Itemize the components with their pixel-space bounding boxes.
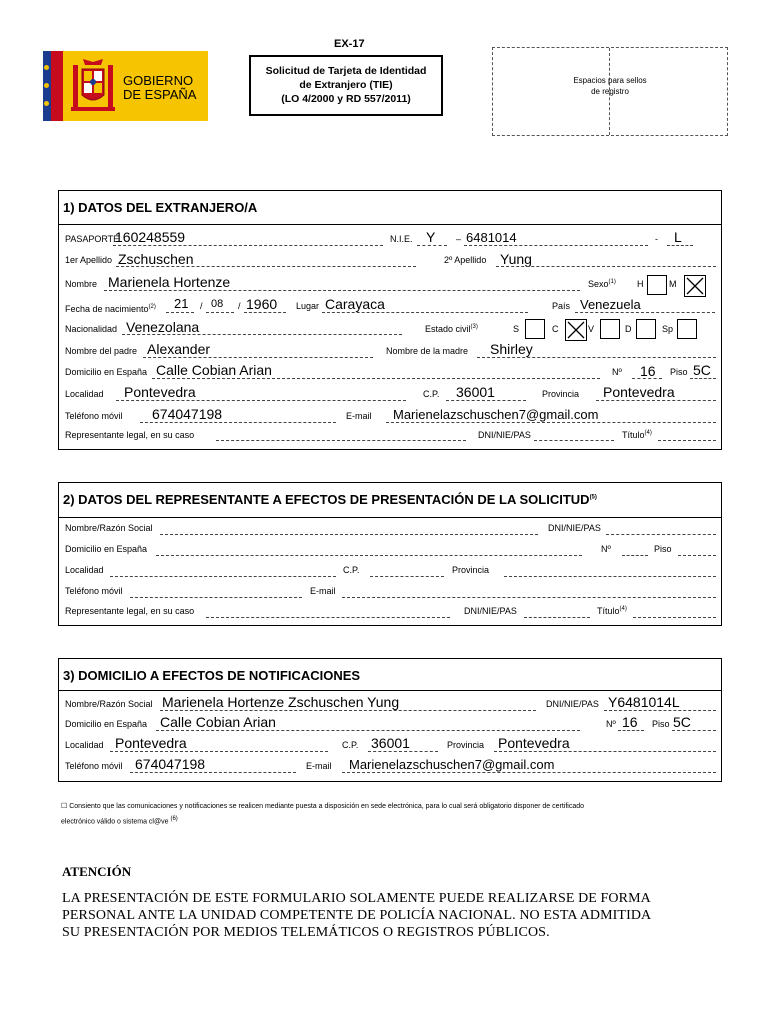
s2-localidad-label: Localidad <box>65 565 104 575</box>
estado-v-label: V <box>588 324 595 334</box>
fecha-mes-field[interactable]: 08 <box>211 298 224 310</box>
s3-provincia-label: Provincia <box>447 740 485 750</box>
eu-star-icon <box>44 65 49 70</box>
madre-field[interactable]: Shirley <box>490 341 533 357</box>
representante-label: Representante legal, en su caso <box>65 430 195 440</box>
apellido2-field[interactable]: Yung <box>500 251 532 267</box>
cp-label: C.P. <box>423 389 440 399</box>
logo-text-line1: GOBIERNO <box>123 73 194 88</box>
nie-label: N.I.E. <box>390 234 413 244</box>
pasaporte-field[interactable]: 160248559 <box>115 229 186 245</box>
eu-star-icon <box>44 101 49 106</box>
s3-piso-label: Piso <box>652 719 670 729</box>
fecha-dia-field[interactable]: 21 <box>174 296 189 311</box>
madre-label: Nombre de la madre <box>386 346 469 356</box>
title-box <box>249 55 443 116</box>
s2-provincia-label: Provincia <box>452 565 490 575</box>
section-3-title-divider <box>59 690 721 691</box>
section-1-title-divider <box>59 224 721 225</box>
s3-telefono-field[interactable]: 674047198 <box>135 756 206 772</box>
domicilio-field[interactable]: Calle Cobian Arian <box>156 362 272 378</box>
s2-representante-dni-label: DNI/NIE/PAS <box>464 606 517 616</box>
sexo-h-label: H <box>637 279 644 289</box>
fecha-separator: / <box>238 301 241 311</box>
notice-line2: PERSONAL ANTE LA UNIDAD COMPETENTE DE POLICÍA NACIONAL. NO ESTA ADMITIDA <box>62 908 652 923</box>
form-code: EX-17 <box>334 38 365 50</box>
nacionalidad-label: Nacionalidad <box>65 324 118 334</box>
sexo-m-label: M <box>669 279 677 289</box>
sexo-label: Sexo$^{(1)}$ <box>588 279 616 289</box>
padre-field[interactable]: Alexander <box>147 341 211 357</box>
s3-piso-field[interactable]: 5C <box>673 714 691 730</box>
title-line2: de Extranjero (TIE) <box>299 79 393 91</box>
s2-cp-label: C.P. <box>343 565 360 575</box>
s2-num-label: Nº <box>601 544 611 554</box>
pasaporte-label: PASAPORTE <box>65 234 120 244</box>
pais-label: País <box>552 301 571 311</box>
pais-field[interactable]: Venezuela <box>580 297 641 312</box>
nie-separator: – <box>456 234 462 244</box>
s3-nombre-field[interactable]: Marienela Hortenze Zschuschen Yung <box>162 694 400 710</box>
eu-star-icon <box>44 83 49 88</box>
s2-representante-label: Representante legal, en su caso <box>65 606 195 616</box>
lugar-field[interactable]: Carayaca <box>325 296 385 312</box>
representante-dni-label: DNI/NIE/PAS <box>478 430 531 440</box>
s3-dni-field[interactable]: Y6481014L <box>608 694 680 710</box>
nacionalidad-field[interactable]: Venezolana <box>126 319 200 335</box>
apellido1-label: 1er Apellido <box>65 255 113 265</box>
sexo-m-checkbox[interactable] <box>684 275 706 297</box>
s3-cp-field[interactable]: 36001 <box>371 735 410 751</box>
estado-d-label: D <box>625 324 632 334</box>
coat-of-arms-icon <box>67 57 119 115</box>
s3-cp-label: C.P. <box>342 740 359 750</box>
s3-localidad-field[interactable]: Pontevedra <box>115 735 187 751</box>
fecha-separator: / <box>200 301 203 311</box>
section-1-title: 1) DATOS DEL EXTRANJERO/A <box>63 200 258 215</box>
estado-c-checkbox[interactable] <box>565 319 587 341</box>
s3-nombre-label: Nombre/Razón Social <box>65 699 153 709</box>
s3-provincia-field[interactable]: Pontevedra <box>498 735 570 751</box>
estado-d-checkbox[interactable] <box>636 319 656 339</box>
flag-stripe-red <box>51 51 63 121</box>
estado-s-checkbox[interactable] <box>525 319 545 339</box>
title-line1: Solicitud de Tarjeta de Identidad <box>265 65 427 77</box>
localidad-label: Localidad <box>65 389 104 399</box>
s3-dni-label: DNI/NIE/PAS <box>546 699 599 709</box>
consent-text[interactable] <box>61 801 721 828</box>
s3-domicilio-label: Domicilio en España <box>65 719 148 729</box>
notice-heading: ATENCIÓN <box>62 864 132 879</box>
stamp-text-line2: de registro <box>591 87 629 96</box>
estado-c-label: C <box>552 324 559 334</box>
s3-email-field[interactable]: Marienelazschuschen7@gmail.com <box>349 757 555 772</box>
consent-line1: ☐ Consiento que las comunicaciones y notificaciones se realicen mediante puesta a disposición en sede electrónica, para lo cual será obligatorio disponer de certificado <box>61 803 585 810</box>
s2-telefono-label: Teléfono móvil <box>65 586 123 596</box>
nie-control-field[interactable]: L <box>674 229 682 245</box>
notice-body <box>62 890 722 941</box>
s2-piso-label: Piso <box>654 544 672 554</box>
section-2-title: 2) DATOS DEL REPRESENTANTE A EFECTOS DE PRESENTACIÓN DE LA SOLICITUD$^{(5)}$ <box>63 492 597 507</box>
cp-field[interactable]: 36001 <box>456 384 495 400</box>
gov-logo <box>43 51 208 121</box>
title-line3: (LO 4/2000 y RD 557/2011) <box>281 93 411 105</box>
estado-s-label: S <box>513 324 520 334</box>
representante-titulo-label: Título$^{(4)}$ <box>622 430 652 440</box>
s3-localidad-label: Localidad <box>65 740 104 750</box>
estado-civil-label: Estado civil$^{(3)}$ <box>425 324 478 334</box>
localidad-field[interactable]: Pontevedra <box>124 384 196 400</box>
estado-sp-label: Sp <box>662 324 674 334</box>
provincia-label: Provincia <box>542 389 580 399</box>
s2-dni-label: DNI/NIE/PAS <box>548 523 601 533</box>
estado-sp-checkbox[interactable] <box>677 319 697 339</box>
piso-field[interactable]: 5C <box>693 362 711 378</box>
email-field[interactable]: Marienelazschuschen7@gmail.com <box>393 407 599 422</box>
s2-representante-titulo-label: Título$^{(4)}$ <box>597 606 627 616</box>
fecha-anio-field[interactable]: 1960 <box>246 296 278 312</box>
apellido1-field[interactable]: Zschuschen <box>118 251 194 267</box>
fecha-label: Fecha de nacimiento$^{(2)}$ <box>65 304 156 314</box>
stamp-text-line1: Espacios para sellos <box>573 76 647 85</box>
nie-number-field[interactable]: 6481014 <box>466 230 517 245</box>
logo-text-line2: DE ESPAÑA <box>123 87 197 102</box>
section-3-title: 3) DOMICILIO A EFECTOS DE NOTIFICACIONES <box>63 668 361 683</box>
nombre-label: Nombre <box>65 279 98 289</box>
check-x-icon <box>685 276 705 296</box>
s3-num-label: Nº <box>606 719 616 729</box>
provincia-field[interactable]: Pontevedra <box>603 384 675 400</box>
nombre-field[interactable]: Marienela Hortenze <box>108 274 231 290</box>
domicilio-label: Domicilio en España <box>65 367 148 377</box>
section-2-title-divider <box>59 517 721 518</box>
notice-line3: SU PRESENTACIÓN POR MEDIOS TELEMÁTICOS O REGISTROS PÚBLICOS. <box>62 925 550 940</box>
nie-control-separator: - <box>655 234 658 244</box>
notice-line1: LA PRESENTACIÓN DE ESTE FORMULARIO SOLAMENTE PUEDE REALIZARSE DE FORMA <box>62 891 651 906</box>
section-2 <box>58 482 722 626</box>
telefono-label: Teléfono móvil <box>65 411 123 421</box>
s3-telefono-label: Teléfono móvil <box>65 761 123 771</box>
s2-domicilio-label: Domicilio en España <box>65 544 148 554</box>
apellido2-label: 2º Apellido <box>444 255 487 265</box>
s2-email-label: E-mail <box>310 586 336 596</box>
email-label: E-mail <box>346 411 372 421</box>
estado-v-checkbox[interactable] <box>600 319 620 339</box>
s3-num-field[interactable]: 16 <box>622 714 638 730</box>
num-field[interactable]: 16 <box>640 363 656 379</box>
check-x-icon <box>566 320 586 340</box>
piso-label: Piso <box>670 367 688 377</box>
padre-label: Nombre del padre <box>65 346 138 356</box>
lugar-label: Lugar <box>296 301 320 311</box>
s3-email-label: E-mail <box>306 761 332 771</box>
telefono-field[interactable]: 674047198 <box>152 406 223 422</box>
consent-line2: electrónico válido o sistema cl@ve $^{(6)}$ <box>61 816 178 826</box>
stamp-box <box>492 47 728 136</box>
num-label: Nº <box>612 367 622 377</box>
s3-domicilio-field[interactable]: Calle Cobian Arian <box>160 714 276 730</box>
s2-nombre-label: Nombre/Razón Social <box>65 523 153 533</box>
nie-letter-field[interactable]: Y <box>426 229 436 245</box>
sexo-h-checkbox[interactable] <box>647 275 667 295</box>
